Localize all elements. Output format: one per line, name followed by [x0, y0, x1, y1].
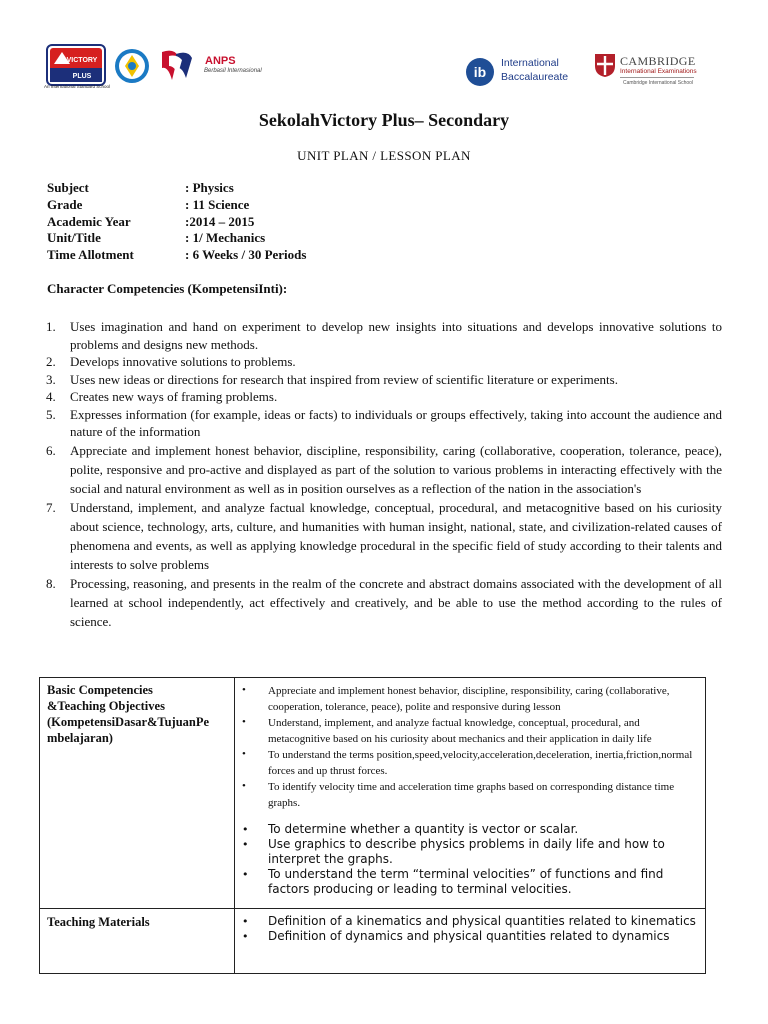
- competency-item: [46, 353, 722, 371]
- item-number: 6.: [46, 442, 56, 458]
- objectives-list: [242, 683, 700, 811]
- bullet-icon: •: [242, 868, 249, 881]
- bullet-icon: •: [242, 716, 246, 728]
- bullet-icon: •: [242, 823, 249, 836]
- item-number: 5.: [46, 406, 56, 422]
- competency-item: [46, 441, 722, 498]
- objective-text: Appreciate and implement honest behavior, discipline, responsibility, caring (collaborative, cooperation, tolerance, peace), polite and responsive during lesson: [268, 685, 670, 713]
- materials-list: [242, 914, 700, 944]
- ib-name-line2: Baccalaureate: [501, 71, 569, 83]
- competency-item: [46, 574, 722, 631]
- competency-list: [46, 318, 722, 631]
- info-label: Time Allotment: [47, 247, 134, 262]
- cambridge-shield-icon: [594, 53, 616, 78]
- info-value: : Physics: [185, 180, 234, 195]
- cambridge-school-label: Cambridge International School: [623, 80, 694, 86]
- teaching-materials-label: Teaching Materials: [47, 915, 150, 929]
- item-number: 3.: [46, 371, 56, 387]
- objective-text: Use graphics to describe physics problems in daily life and how to interpret the graphs.: [268, 837, 665, 866]
- bullet-icon: •: [242, 780, 246, 792]
- material-item: [242, 914, 700, 929]
- item-number: 7.: [46, 499, 56, 515]
- competency-item: [46, 318, 722, 353]
- item-text: Uses new ideas or directions for research that inspired from review of scientific literature or experiments.: [70, 371, 618, 387]
- objective-text: To identify velocity time and acceleration time graphs based on corresponding distance time graphs.: [268, 781, 675, 809]
- anps-name: ANPS: [205, 55, 236, 67]
- victory-plus-logo: [46, 44, 106, 86]
- material-text: Definition of a kinematics and physical quantities related to kinematics: [268, 914, 696, 928]
- info-label: Grade: [47, 197, 83, 212]
- table-column-divider: [234, 678, 235, 973]
- objectives-list-continued: [242, 822, 700, 897]
- competency-item: [46, 406, 722, 441]
- info-label: Subject: [47, 180, 89, 195]
- bullet-icon: •: [242, 930, 249, 943]
- kemdikbud-emblem-icon: [114, 48, 150, 84]
- ib-name-line1: International: [501, 57, 559, 69]
- info-label: Academic Year: [47, 214, 131, 229]
- svg-text:ib: ib: [473, 64, 487, 80]
- objective-text: To understand the term “terminal velocities” of functions and find factors producing or leading to terminal velocities.: [268, 867, 664, 896]
- item-text: Expresses information (for example, ideas or facts) to individuals or groups effectively, taking into account the audience and nature of the information: [70, 406, 722, 439]
- objective-item: [242, 683, 700, 715]
- objective-item: [242, 779, 700, 811]
- item-text: Processing, reasoning, and presents in the realm of the concrete and abstract domains associated with the development of all learned at school independently, act effectively and creatively, and be able to use the method according to the rules of science.: [70, 575, 722, 629]
- info-value: : 1/ Mechanics: [185, 230, 266, 245]
- bullet-icon: •: [242, 915, 249, 928]
- info-label: Unit/Title: [47, 230, 101, 245]
- competency-item: [46, 371, 722, 389]
- bullet-icon: •: [242, 838, 249, 851]
- objective-text: Understand, implement, and analyze factual knowledge, conceptual, procedural, and metacognitive based on his curiosity about mechanics and their application in daily life: [268, 717, 652, 745]
- objective-item: [242, 747, 700, 779]
- bullet-icon: •: [242, 684, 246, 696]
- item-text: Develops innovative solutions to problems.: [70, 354, 296, 369]
- info-value: : 6 Weeks / 30 Periods: [185, 247, 307, 262]
- anps-subtitle: Berbasil Internasional: [204, 68, 262, 74]
- info-value: : 11 Science: [185, 197, 250, 212]
- ib-logo-icon: [465, 57, 495, 87]
- anps-logo-icon: [160, 46, 194, 82]
- objective-item: [242, 867, 700, 897]
- item-number: 1.: [46, 319, 56, 334]
- competency-item: [46, 388, 722, 406]
- objective-item: [242, 715, 700, 747]
- label-line: mbelajaran): [47, 731, 113, 745]
- bullet-icon: •: [242, 748, 246, 760]
- item-text: Understand, implement, and analyze factual knowledge, conceptual, procedural, and metacognitive based on his curiosity about science, technology, arts, culture, and humanities with human insight, national, state, and civilization-related causes of phenomena and events, as well as applying knowledge procedural in the specific field of study according to their talents and interests to solve problems: [70, 499, 722, 572]
- basic-competencies-label: [47, 682, 231, 746]
- material-text: Definition of dynamics and physical quantities related to dynamics: [268, 929, 670, 943]
- label-line: (KompetensiDasar&TujuanPe: [47, 715, 210, 729]
- competency-item: [46, 498, 722, 574]
- info-value: :2014 – 2015: [185, 214, 255, 229]
- cambridge-divider: [620, 77, 694, 78]
- item-number: 2.: [46, 354, 56, 369]
- item-text: Uses imagination and hand on experiment to develop new insights into situations and develops innovative solutions to problems and designs new methods.: [70, 319, 722, 352]
- table-row-divider: [40, 908, 705, 909]
- objective-item: [242, 837, 700, 867]
- competencies-title: Character Competencies (KompetensiInti):: [47, 281, 288, 296]
- material-item: [242, 929, 700, 944]
- label-line: Basic Competencies: [47, 683, 153, 697]
- label-line: &Teaching Objectives: [47, 699, 165, 713]
- plan-table: [39, 677, 706, 974]
- victory-plus-tagline: An International Standard School: [44, 84, 111, 89]
- victory-plus-logo-text: VICTORY: [66, 57, 98, 64]
- cambridge-name: CAMBRIDGE: [620, 54, 696, 68]
- school-title: SekolahVictory Plus– Secondary: [258, 110, 510, 130]
- item-text: Creates new ways of framing problems.: [70, 389, 278, 404]
- objective-text: To determine whether a quantity is vector or scalar.: [268, 822, 579, 836]
- cambridge-subtitle: International Examinations: [620, 68, 697, 75]
- svg-text:PLUS: PLUS: [72, 73, 92, 80]
- objective-item: [242, 822, 700, 837]
- item-number: 4.: [46, 389, 56, 404]
- item-text: Appreciate and implement honest behavior, discipline, responsibility, caring (collaborative, cooperation, tolerance, peace), polite, responsive and pro-active and displayed as part of the solution to various problems in interacting effectively with the social and natural environment as well as in position ourselves as a reflection of the nation in the association's: [70, 442, 722, 496]
- plan-type-title: UNIT PLAN / LESSON PLAN: [297, 148, 471, 163]
- item-number: 8.: [46, 575, 56, 591]
- objective-text: To understand the terms position,speed,velocity,acceleration,deceleration, inertia,friction,normal forces and up thrust forces.: [268, 749, 693, 777]
